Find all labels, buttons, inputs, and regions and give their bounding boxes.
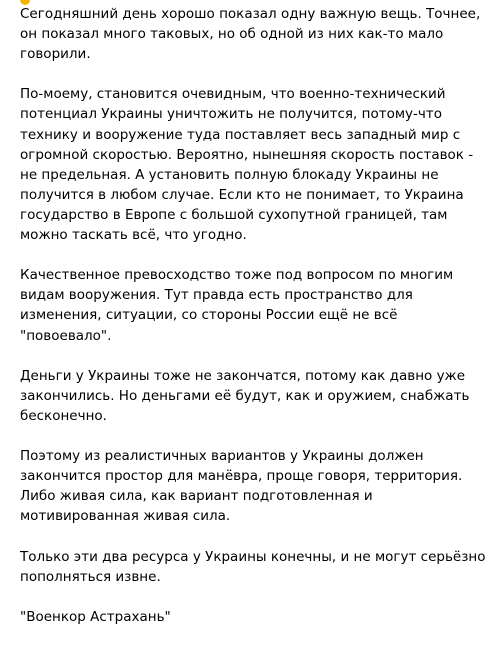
text-line: говорили. [20,46,91,63]
text-line: мотивированная живая сила. [20,508,231,525]
text-line: он показал много таковых, но об одной из них как-то мало [20,26,444,43]
paragraph-3 [20,265,472,345]
paragraph-4 [20,366,472,426]
text-line: Поэтому из реалистичных вариантов у Украины должен [20,448,424,465]
text-line: можно таскать всё, что угодно. [20,227,247,244]
signature [20,607,472,627]
text-line: не предельная. А установить полную блокаду Украины не [20,166,439,183]
signature-text: "Военкор Астрахань" [20,608,171,625]
text-line: Только эти два ресурса у Украины конечны, и не могут серьёзно [20,548,485,565]
text-line: Деньги у Украины тоже не закончатся, потому как давно уже [20,367,466,384]
paragraph-6 [20,547,485,587]
text-line: государство в Европе с большой сухопутной границей, там [20,206,448,223]
text-line: получится в любом случае. Если кто не понимает, то Украина [20,186,464,203]
text-line: потенциал Украины уничтожить не получится, потому-что [20,106,442,123]
text-line: видам вооружения. Тут правда есть пространство для [20,287,413,304]
text-line: изменения, ситуации, со стороны России ещё не всё [20,307,398,324]
text-line: Качественное превосходство тоже под вопросом по многим [20,267,454,284]
paragraph-2 [20,84,472,245]
text-line: "повоевало". [20,327,112,344]
post-text [20,4,485,647]
text-line: бесконечно. [20,407,107,424]
text-line: Сегодняшний день хорошо показал одну важную вещь. Точнее, [20,6,481,22]
text-line: технику и вооружение туда поставляет весь западный мир с [20,126,461,143]
text-line: Либо живая сила, как вариант подготовленная и [20,488,373,505]
text-line: закончились. Но деньгами её будут, как и оружием, снабжать [20,387,470,404]
text-line: По-моему, становится очевидным, что военно-технический [20,86,446,103]
text-line: закончится простор для манёвра, проще говоря, территория. [20,468,463,485]
text-line: пополняться извне. [20,568,161,585]
paragraph-1 [20,4,481,64]
paragraph-5 [20,446,472,526]
text-line: огромной скоростью. Вероятно, нынешняя скорость поставок - [20,146,474,163]
